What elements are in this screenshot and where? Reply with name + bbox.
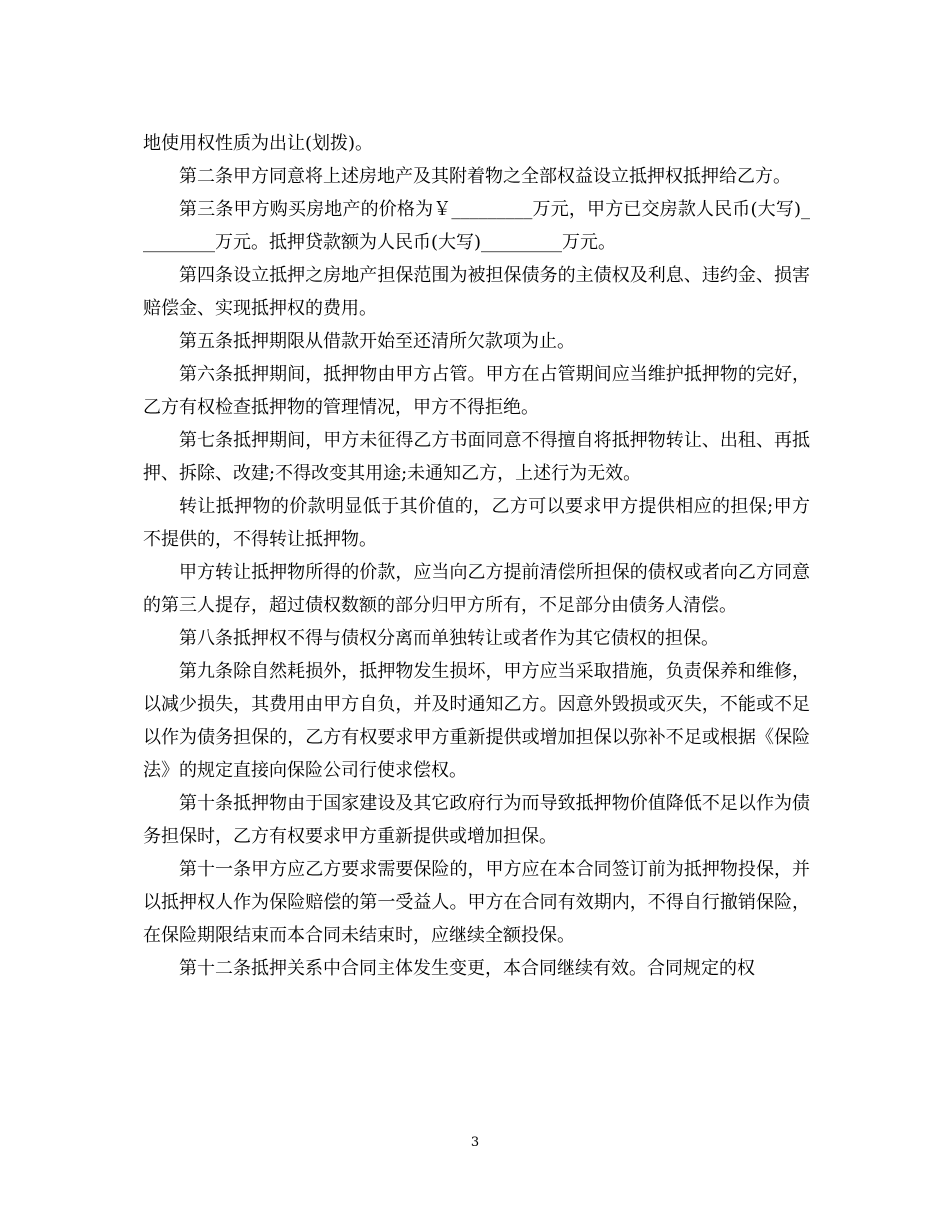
page-number: 3 bbox=[470, 1135, 480, 1150]
paragraph-3: 第三条甲方购买房地产的价格为￥_________万元，甲方已交房款人民币(大写)_________万元。抵押贷款额为人民币(大写)_________万元。 bbox=[143, 199, 810, 253]
paragraph-1: 地使用权性质为出让(划拨)。 bbox=[143, 133, 374, 154]
paragraph-5: 第五条抵押期限从借款开始至还清所欠款项为止。 bbox=[179, 331, 575, 352]
paragraph-4: 第四条设立抵押之房地产担保范围为被担保债务的主债权及利息、违约金、损害赔偿金、实现抵押权的费用。 bbox=[143, 265, 810, 319]
paragraph-14: 第十二条抵押关系中合同主体发生变更，本合同继续有效。合同规定的权 bbox=[179, 958, 755, 979]
document-body bbox=[143, 127, 810, 985]
paragraph-7: 第七条抵押期间，甲方未征得乙方书面同意不得擅自将抵押物转让、出租、再抵押、拆除、改建;不得改变其用途;未通知乙方，上述行为无效。 bbox=[143, 430, 810, 484]
paragraph-6: 第六条抵押期间，抵押物由甲方占管。甲方在占管期间应当维护抵押物的完好，乙方有权检查抵押物的管理情况，甲方不得拒绝。 bbox=[143, 364, 810, 418]
paragraph-2: 第二条甲方同意将上述房地产及其附着物之全部权益设立抵押权抵押给乙方。 bbox=[179, 166, 791, 187]
paragraph-12: 第十条抵押物由于国家建设及其它政府行为而导致抵押物价值降低不足以作为债务担保时，乙方有权要求甲方重新提供或增加担保。 bbox=[143, 793, 810, 847]
paragraph-11: 第九条除自然耗损外，抵押物发生损坏，甲方应当采取措施，负责保养和维修，以减少损失，其费用由甲方自负，并及时通知乙方。因意外毁损或灭失，不能或不足以作为债务担保的，乙方有权要求甲方重新提供或增加担保以弥补不足或根据《保险法》的规定直接向保险公司行使求偿权。 bbox=[143, 661, 810, 781]
paragraph-13: 第十一条甲方应乙方要求需要保险的，甲方应在本合同签订前为抵押物投保，并以抵押权人作为保险赔偿的第一受益人。甲方在合同有效期内，不得自行撤销保险，在保险期限结束而本合同未结束时，应继续全额投保。 bbox=[143, 859, 810, 946]
paragraph-8: 转让抵押物的价款明显低于其价值的，乙方可以要求甲方提供相应的担保;甲方不提供的，不得转让抵押物。 bbox=[143, 496, 810, 550]
paragraph-10: 第八条抵押权不得与债权分离而单独转让或者作为其它债权的担保。 bbox=[179, 628, 719, 649]
paragraph-9: 甲方转让抵押物所得的价款，应当向乙方提前清偿所担保的债权或者向乙方同意的第三人提存，超过债权数额的部分归甲方所有，不足部分由债务人清偿。 bbox=[143, 562, 810, 616]
